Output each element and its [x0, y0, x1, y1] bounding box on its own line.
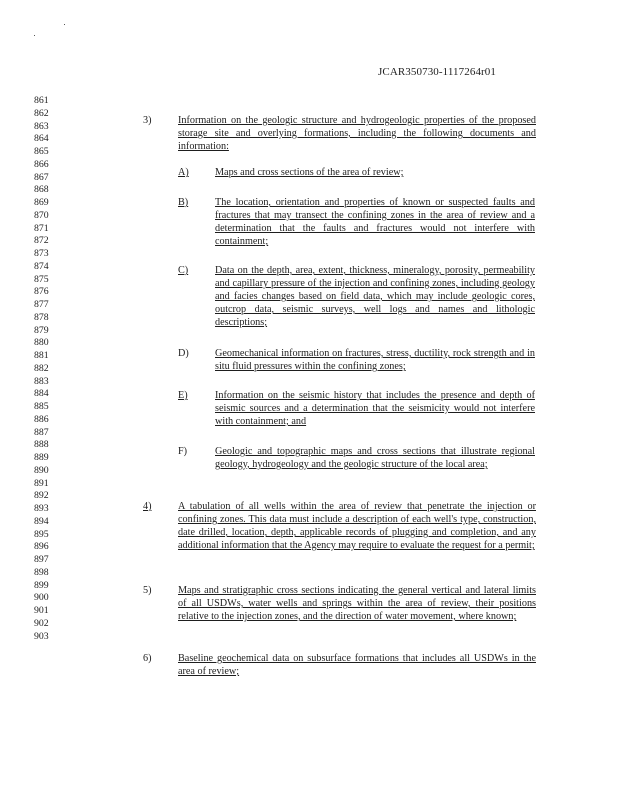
- line-number: 862: [34, 107, 49, 119]
- sub-a-text: Maps and cross sections of the area of review;: [215, 167, 404, 178]
- line-number: 866: [34, 158, 49, 170]
- line-number: 885: [34, 401, 49, 412]
- sub-c-marker: C): [178, 265, 189, 276]
- sub-f-marker: F): [178, 446, 188, 457]
- sub-e-text: Information on the seismic history that includes the presence and depth of seismic sources and a determination that the seismicity would not interfere with containment; and: [215, 390, 535, 427]
- line-number: 894: [34, 515, 49, 527]
- line-number: 876: [34, 286, 49, 298]
- line-number: 897: [34, 554, 49, 565]
- line-numbers: [34, 95, 49, 643]
- line-number: 890: [34, 464, 49, 476]
- item-3-text: Information on the geologic structure and hydrogeologic properties of the proposed storage site and overlying formations, including the following documents and information:: [178, 115, 536, 152]
- line-number: 881: [34, 350, 49, 361]
- line-number: 901: [34, 605, 49, 616]
- line-number: 875: [34, 273, 49, 285]
- line-number: 883: [34, 375, 49, 387]
- line-number: 870: [34, 209, 49, 221]
- line-number: 887: [34, 426, 49, 438]
- line-number: 863: [34, 120, 49, 132]
- sub-b-text: The location, orientation and properties of known or suspected faults and fractures that may transect the confining zones in the area of review and a determination that the faults and fractures would not interfere with containment;: [215, 197, 535, 247]
- sub-a-marker: A): [178, 167, 189, 178]
- item-4-text: A tabulation of all wells within the area of review that penetrate the injection or confining zones. This data must include a description of each well's type, construction, date drilled, location, depth, applicable records of plugging and completion, and any additional information that the Agency may require to evaluate the request for a permit;: [178, 501, 536, 551]
- item-4-marker: 4): [143, 501, 152, 512]
- scan-speck: [34, 35, 35, 36]
- line-number: 903: [34, 630, 49, 642]
- line-number: 895: [34, 528, 49, 540]
- sub-d-marker: D): [178, 348, 189, 359]
- sub-d-text: Geomechanical information on fractures, stress, ductility, rock strength and in situ fluid pressures within the confining zones;: [215, 348, 535, 372]
- line-number: 882: [34, 362, 49, 374]
- line-number: 864: [34, 133, 49, 145]
- line-number: 884: [34, 388, 49, 400]
- line-number: 900: [34, 592, 49, 604]
- line-number: 898: [34, 566, 49, 578]
- line-number: 891: [34, 477, 49, 489]
- item-5-text: Maps and stratigraphic cross sections indicating the general vertical and lateral limits of all USDWs, water wells and springs within the area of review, their positions relative to the injection zones, and the direction of water movement, where known;: [178, 585, 536, 622]
- line-number: 889: [34, 452, 49, 463]
- line-number: 872: [34, 235, 49, 247]
- line-number: 861: [34, 95, 49, 106]
- line-number: 899: [34, 579, 49, 591]
- line-number: 869: [34, 197, 49, 208]
- line-number: 893: [34, 503, 49, 514]
- line-number: 888: [34, 439, 49, 451]
- line-number: 886: [34, 413, 49, 425]
- line-number: 896: [34, 541, 49, 553]
- line-number: 868: [34, 184, 49, 196]
- line-number: 902: [34, 617, 49, 629]
- line-number: 865: [34, 146, 49, 157]
- line-number: 874: [34, 260, 49, 272]
- line-number: 879: [34, 324, 49, 336]
- document-id: JCAR350730-1117264r01: [378, 66, 497, 78]
- sub-c-text: Data on the depth, area, extent, thickness, mineralogy, porosity, permeability and capillary pressure of the injection and confining zones, including geology and facies changes based on field data, which may include geologic cores, outcrop data, seismic surveys, well logs and names and lithologic descriptions;: [215, 265, 535, 328]
- sub-b-marker: B): [178, 197, 189, 208]
- line-number: 880: [34, 337, 49, 349]
- sub-e-marker: E): [178, 390, 188, 401]
- item-3-marker: 3): [143, 115, 152, 126]
- line-number: 892: [34, 490, 49, 502]
- item-5-marker: 5): [143, 585, 152, 596]
- line-number: 878: [34, 311, 49, 323]
- line-number: 867: [34, 171, 49, 183]
- line-number: 873: [34, 248, 49, 259]
- sub-f-text: Geologic and topographic maps and cross sections that illustrate regional geology, hydrogeology and the geologic structure of the local area;: [215, 446, 535, 470]
- item-6-text: Baseline geochemical data on subsurface formations that includes all USDWs in the area of review;: [178, 653, 536, 677]
- line-number: 877: [34, 299, 49, 310]
- item-6-marker: 6): [143, 653, 152, 664]
- scan-speck: [64, 24, 65, 25]
- line-number: 871: [34, 222, 49, 234]
